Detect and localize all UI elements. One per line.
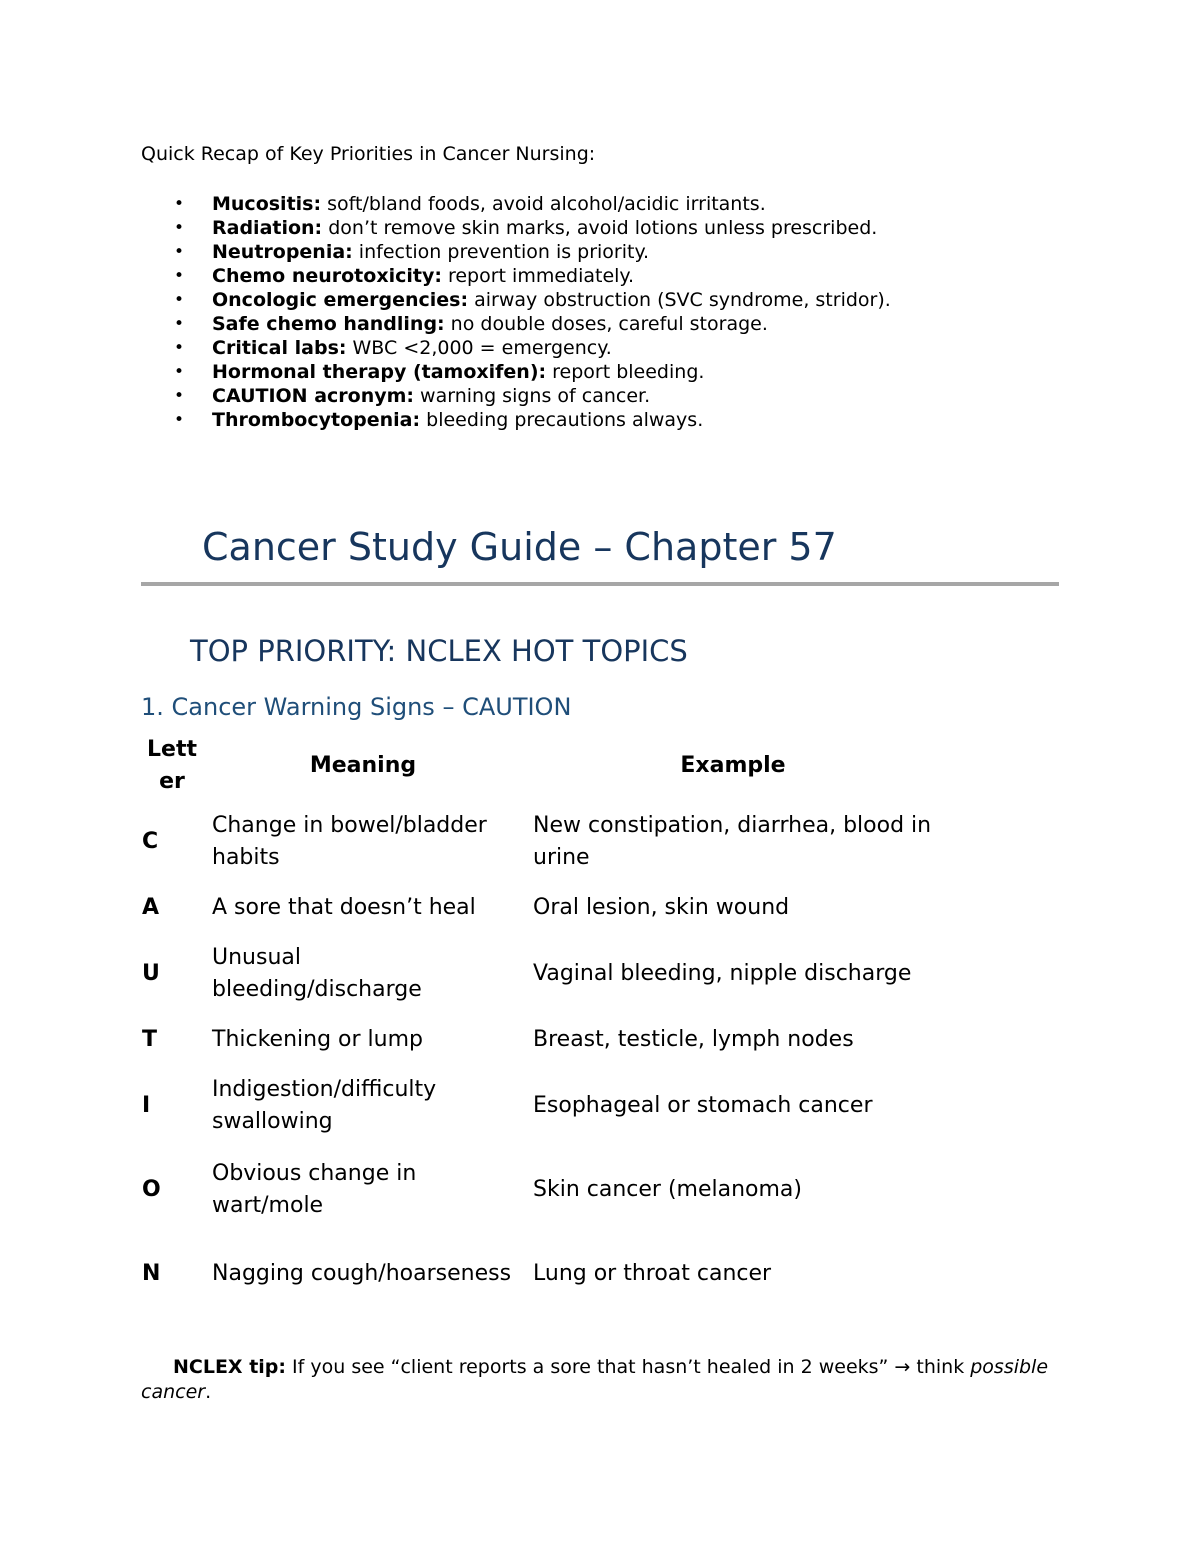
list-item bbox=[141, 192, 891, 216]
table-header-row bbox=[141, 732, 943, 800]
bullet-icon: • bbox=[174, 314, 185, 334]
item-term: Mucositis: bbox=[212, 193, 322, 215]
nclex-tip bbox=[141, 1355, 1061, 1405]
bullet-icon: • bbox=[174, 362, 185, 382]
cell-example: Esophageal or stomach cancer bbox=[533, 1093, 873, 1118]
item-text: report immediately. bbox=[441, 265, 635, 287]
table-row bbox=[141, 884, 943, 932]
item-text: WBC <2,000 = emergency. bbox=[346, 337, 612, 359]
list-item bbox=[141, 336, 891, 360]
cell-meaning: Obvious change in wart/mole bbox=[212, 1161, 417, 1218]
cell-letter: A bbox=[142, 895, 160, 920]
item-term: Critical labs: bbox=[212, 337, 347, 359]
list-item bbox=[141, 360, 891, 384]
bullet-icon: • bbox=[174, 410, 185, 430]
item-text: soft/bland foods, avoid alcohol/acidic irritants. bbox=[321, 193, 766, 215]
bullet-icon: • bbox=[174, 218, 185, 238]
cell-meaning: Unusual bleeding/discharge bbox=[212, 945, 422, 1002]
cell-meaning: Nagging cough/hoarseness bbox=[212, 1261, 512, 1286]
recap-list bbox=[141, 192, 891, 432]
list-item bbox=[141, 264, 891, 288]
subsection-heading: 1. Cancer Warning Signs – CAUTION bbox=[141, 693, 572, 721]
list-item bbox=[141, 216, 891, 240]
cell-letter: U bbox=[142, 961, 160, 986]
table-row bbox=[141, 1232, 943, 1316]
table-row bbox=[141, 1016, 943, 1064]
list-item bbox=[141, 240, 891, 264]
page-title: Cancer Study Guide – Chapter 57 bbox=[202, 525, 837, 569]
table-row bbox=[141, 932, 943, 1016]
item-term: Safe chemo handling: bbox=[212, 313, 445, 335]
recap-heading: Quick Recap of Key Priorities in Cancer Nursing: bbox=[141, 143, 596, 165]
tip-text: If you see “client reports a sore that hasn’t healed in 2 weeks” → think bbox=[286, 1356, 971, 1378]
item-term: Radiation: bbox=[212, 217, 323, 239]
cell-example: Lung or throat cancer bbox=[533, 1261, 772, 1286]
header-example: Example bbox=[680, 753, 786, 778]
caution-table bbox=[141, 732, 943, 1316]
cell-example: Skin cancer (melanoma) bbox=[533, 1177, 802, 1202]
item-text: report bleeding. bbox=[546, 361, 705, 383]
cell-meaning: Indigestion/difficulty swallowing bbox=[212, 1077, 437, 1134]
cell-example: Breast, testicle, lymph nodes bbox=[533, 1027, 854, 1052]
item-text: don’t remove skin marks, avoid lotions unless prescribed. bbox=[322, 217, 878, 239]
item-term: Hormonal therapy (tamoxifen): bbox=[212, 361, 547, 383]
tip-label: NCLEX tip: bbox=[173, 1356, 286, 1378]
item-term: Thrombocytopenia: bbox=[212, 409, 421, 431]
list-item bbox=[141, 312, 891, 336]
title-divider bbox=[141, 582, 1059, 586]
cell-letter: O bbox=[142, 1177, 161, 1202]
item-text: airway obstruction (SVC syndrome, stridor). bbox=[468, 289, 891, 311]
cell-letter: N bbox=[142, 1261, 161, 1286]
list-item bbox=[141, 408, 891, 432]
item-term: Neutropenia: bbox=[212, 241, 353, 263]
cell-example: New constipation, diarrhea, blood in urine bbox=[533, 813, 932, 870]
list-item bbox=[141, 384, 891, 408]
table-row bbox=[141, 1148, 943, 1232]
cell-meaning: A sore that doesn’t heal bbox=[212, 895, 476, 920]
bullet-icon: • bbox=[174, 338, 185, 358]
cell-letter: I bbox=[142, 1093, 151, 1118]
cell-letter: T bbox=[142, 1027, 158, 1052]
cell-letter: C bbox=[142, 829, 159, 854]
item-term: CAUTION acronym: bbox=[212, 385, 415, 407]
item-text: infection prevention is priority. bbox=[352, 241, 650, 263]
bullet-icon: • bbox=[174, 194, 185, 214]
item-text: bleeding precautions always. bbox=[420, 409, 704, 431]
item-term: Chemo neurotoxicity: bbox=[212, 265, 442, 287]
bullet-icon: • bbox=[174, 266, 185, 286]
bullet-icon: • bbox=[174, 290, 185, 310]
item-term: Oncologic emergencies: bbox=[212, 289, 469, 311]
header-letter: Lett er bbox=[147, 737, 197, 794]
header-meaning: Meaning bbox=[309, 753, 417, 778]
table-row bbox=[141, 800, 943, 884]
bullet-icon: • bbox=[174, 242, 185, 262]
tip-emphasis: possible cancer bbox=[141, 1356, 1049, 1403]
cell-meaning: Thickening or lump bbox=[212, 1027, 423, 1052]
cell-example: Oral lesion, skin wound bbox=[533, 895, 790, 920]
cell-meaning: Change in bowel/bladder habits bbox=[212, 813, 487, 870]
list-item bbox=[141, 288, 891, 312]
section-heading: TOP PRIORITY: NCLEX HOT TOPICS bbox=[190, 634, 688, 668]
bullet-icon: • bbox=[174, 386, 185, 406]
table-row bbox=[141, 1064, 943, 1148]
tip-end: . bbox=[205, 1381, 212, 1403]
cell-example: Vaginal bleeding, nipple discharge bbox=[533, 961, 912, 986]
item-text: no double doses, careful storage. bbox=[444, 313, 768, 335]
item-text: warning signs of cancer. bbox=[414, 385, 651, 407]
